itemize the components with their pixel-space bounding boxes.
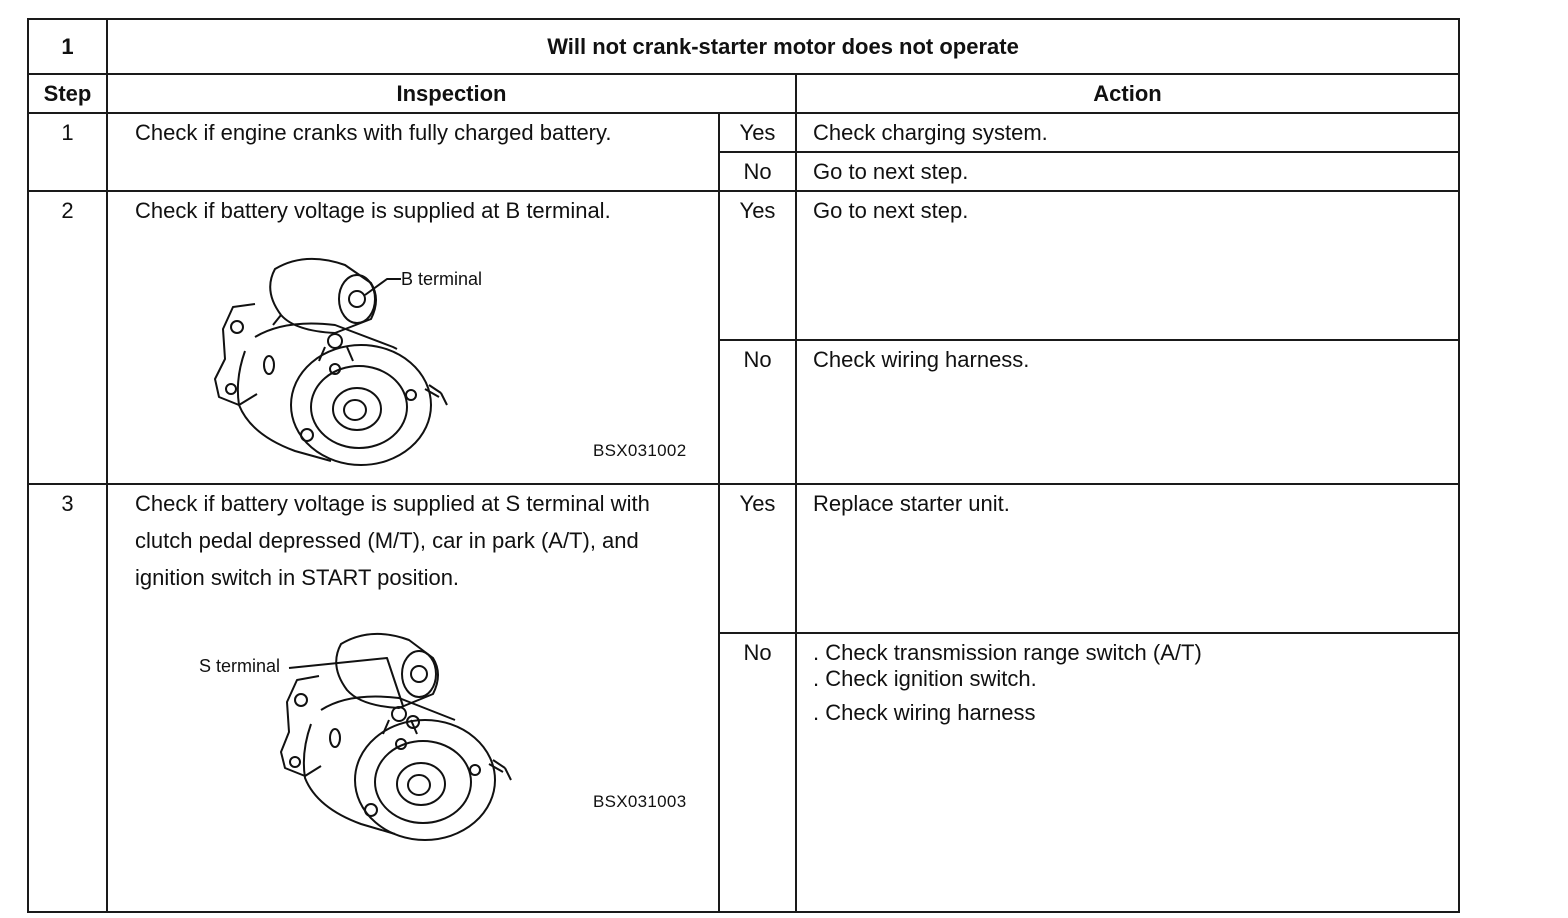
step-3-no-action-item: . Check ignition switch.: [813, 666, 1037, 691]
step-3-inspection-line-2: clutch pedal depressed (M/T), car in park (A/T), and: [135, 528, 639, 553]
step-3-yes-row: [28, 484, 1459, 633]
b-terminal-callout: B terminal: [401, 269, 483, 289]
step-2-inspection: Check if battery voltage is supplied at B terminal.: [135, 198, 611, 223]
step-2-yes-row: [28, 191, 1459, 340]
step-1-inspection: Check if engine cranks with fully charged battery.: [107, 113, 719, 191]
diagnostic-sheet: [27, 18, 1458, 906]
step-2-yes-action: Go to next step.: [796, 191, 1459, 340]
diagnostic-table: [27, 18, 1460, 913]
step-3-no-actions: [796, 633, 1459, 912]
step-2-yes-label: Yes: [719, 191, 796, 340]
step-1-number: 1: [28, 113, 107, 191]
column-inspection-heading: Inspection: [107, 74, 796, 113]
column-header-row: [28, 74, 1459, 113]
procedure-number: 1: [28, 19, 107, 74]
s-terminal-callout: S terminal: [199, 656, 281, 676]
step-2-no-label: No: [719, 340, 796, 484]
column-step-heading: Step: [28, 74, 107, 113]
procedure-title: Will not crank-starter motor does not operate: [107, 19, 1459, 74]
step-3-no-action-item: . Check transmission range switch (A/T): [813, 640, 1202, 665]
step-1-yes-action: Check charging system.: [796, 113, 1459, 152]
step-2-figure: [135, 229, 710, 479]
step-3-no-action-item: . Check wiring harness: [813, 700, 1036, 725]
step-2-inspection-cell: [107, 191, 719, 484]
step-2-no-action: Check wiring harness.: [796, 340, 1459, 484]
step-3-no-label: No: [719, 633, 796, 912]
step-2-figure-code: BSX031002: [593, 441, 687, 460]
step-1-no-action: Go to next step.: [796, 152, 1459, 191]
header-row: [28, 19, 1459, 74]
step-3-figure: [135, 596, 710, 886]
step-3-inspection-line-1: Check if battery voltage is supplied at S terminal with: [135, 491, 650, 516]
step-3-yes-label: Yes: [719, 484, 796, 633]
starter-motor-s-terminal-illustration: [135, 596, 695, 866]
step-3-yes-action: Replace starter unit.: [796, 484, 1459, 633]
step-3-number: 3: [28, 484, 107, 912]
step-2-number: 2: [28, 191, 107, 484]
step-3-no-action-list: [813, 634, 1450, 726]
step-3-inspection-cell: [107, 484, 719, 912]
step-1-no-label: No: [719, 152, 796, 191]
step-1-yes-row: [28, 113, 1459, 152]
step-3-figure-code: BSX031003: [593, 792, 687, 811]
step-1-yes-label: Yes: [719, 113, 796, 152]
step-3-inspection-line-3: ignition switch in START position.: [135, 565, 460, 590]
column-action-heading: Action: [796, 74, 1459, 113]
